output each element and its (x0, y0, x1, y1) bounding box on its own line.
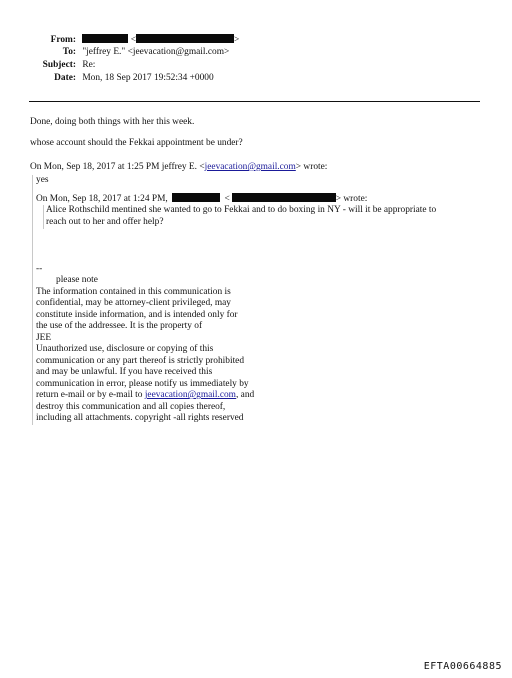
from-gt: > (233, 35, 240, 45)
signature-line-8: and may be unlawful. If you have received this (36, 367, 213, 378)
signature-block (36, 264, 286, 425)
to-value: "jeffrey E." <jeevacation@gmail.com> (82, 47, 230, 57)
redacted-sender-name (82, 34, 128, 43)
redacted-name-2 (172, 193, 220, 202)
redacted-sender-email (136, 34, 234, 43)
signature-note: please note (56, 275, 98, 286)
subject-value: Re: (82, 60, 96, 70)
signature-line-5: JEE (36, 332, 52, 343)
date-row (20, 73, 214, 84)
quote1-intro (30, 162, 327, 173)
from-row (20, 34, 239, 46)
quote2-line-1: Alice Rothschild mentined she wanted to go to Fekkai and to do boxing in NY - will it be appropriate to (46, 205, 437, 215)
signature-line-10 (36, 390, 286, 401)
signature-dashes: -- (36, 264, 43, 274)
quote1-intro-post: > wrote: (295, 162, 328, 172)
signature-line-11: destroy this communication and all copies thereof, (36, 401, 226, 412)
from-lt: < (130, 35, 136, 45)
date-label: Date: (54, 73, 76, 83)
body-line-1: Done, doing both things with her this week. (30, 117, 195, 127)
quote1-email-link[interactable]: jeevacation@gmail.com (204, 162, 296, 172)
subject-row (20, 60, 95, 71)
signature-line-4: the use of the addressee. It is the property of (36, 321, 203, 332)
signature-line-7: communication or any part thereof is strictly prohibited (36, 355, 245, 366)
signature-email-link[interactable]: jeevacation@gmail.com (144, 390, 236, 401)
signature-line-9: communication in error, please notify us immediately by (36, 378, 249, 389)
quote1-intro-pre: On Mon, Sep 18, 2017 at 1:25 PM jeffrey E. < (30, 162, 205, 172)
subject-label: Subject: (42, 60, 76, 70)
from-label: From: (50, 35, 76, 45)
redacted-email-2 (232, 193, 336, 202)
document-id: EFTA00664885 (423, 661, 502, 672)
date-value: Mon, 18 Sep 2017 19:52:34 +0000 (82, 73, 214, 83)
signature-line-3: constitute inside information, and is intended only for (36, 309, 238, 320)
body-line-2: whose account should the Fekkai appointment be under? (30, 138, 243, 148)
signature-line-1: The information contained in this communication is (36, 286, 231, 297)
header-divider (29, 101, 480, 102)
quote2-line-2: reach out to her and offer help? (46, 217, 164, 227)
quote2-intro (36, 193, 367, 205)
quote2-intro-post: > wrote: (335, 194, 368, 204)
signature-line-2: confidential, may be attorney-client privileged, may (36, 298, 231, 309)
signature-line-6: Unauthorized use, disclosure or copying of this (36, 344, 214, 355)
quote2-intro-lt: < (224, 194, 230, 204)
quote1-text: yes (36, 175, 49, 185)
signature-line-12: including all attachments. copyright -all rights reserved (36, 413, 244, 424)
signature-line-10-pre: return e-mail or by e-mail to (36, 390, 145, 401)
quote2-intro-pre: On Mon, Sep 18, 2017 at 1:24 PM, (36, 194, 168, 204)
signature-line-10-post: , and (235, 390, 255, 401)
to-row (20, 47, 229, 58)
to-label: To: (62, 47, 76, 57)
